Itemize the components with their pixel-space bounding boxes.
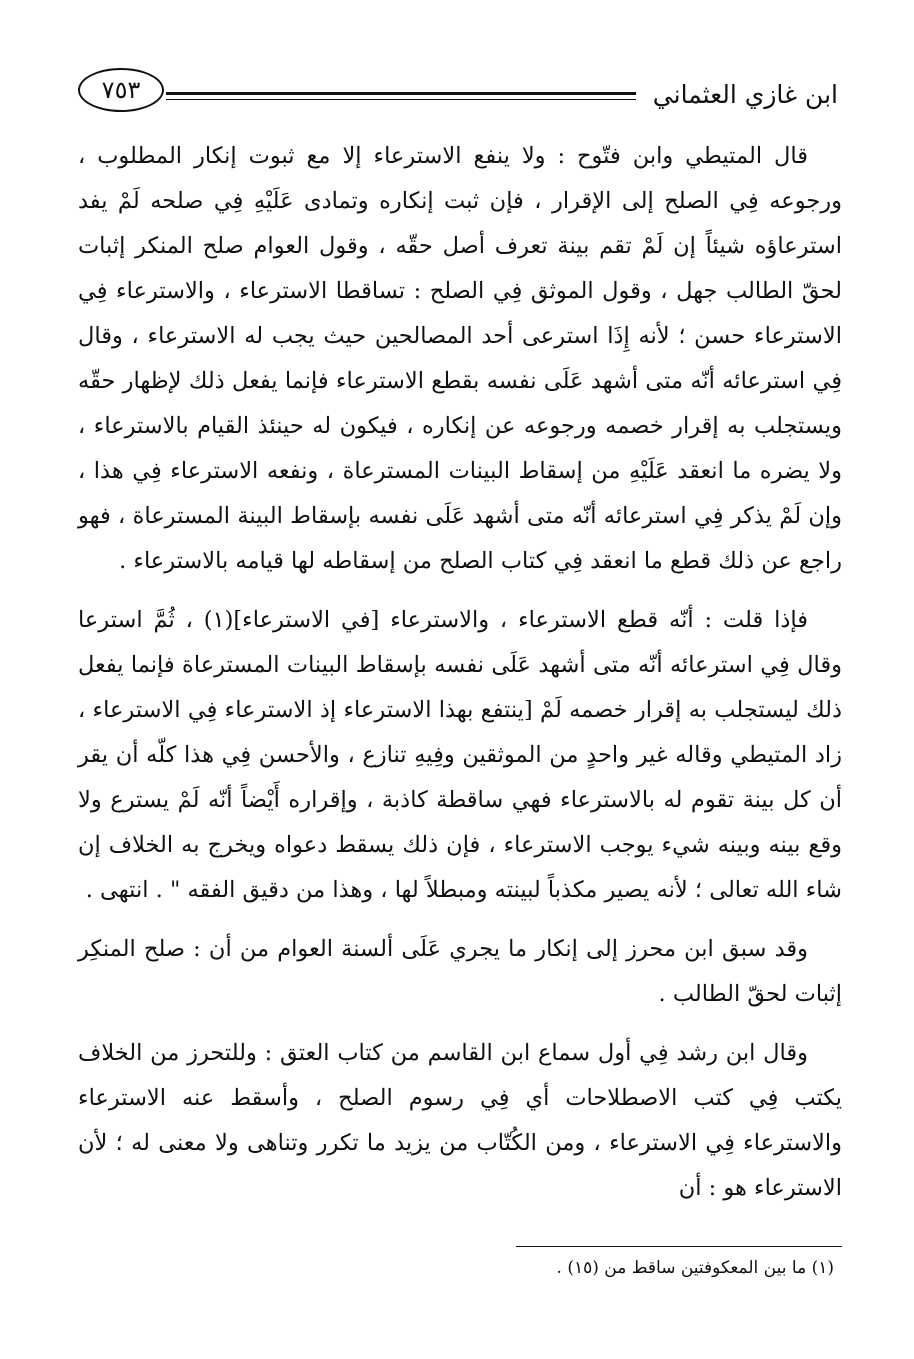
running-title: ابن غازي العثماني <box>652 80 838 109</box>
page-header <box>78 62 838 120</box>
paragraph: قال المتيطي وابن فتّوح : ولا ينفع الاسترعاء إلا مع ثبوت إنكار المطلوب ، ورجوعه فِي الصلح إلى الإقرار ، فإن ثبت إنكاره وتمادى عَلَيْهِ فِي صلحه لَمْ يفد استرعاؤه شيئاً إن لَمْ تقم بينة تعرف أصل حقّه ، وقول العوام صلح المنكر إثبات لحقّ الطالب جهل ، وقول الموثق فِي الصلح : تساقطا الاسترعاء ، والاسترعاء فِي الاسترعاء حسن ؛ لأنه إِذَا استرعى أحد المصالحين حيث يجب له الاسترعاء ، وقال فِي استرعائه أنّه متى أشهد عَلَى نفسه بقطع الاسترعاء فإنما يفعل ذلك لإظهار حقّه ويستجلب به إقرار خصمه ورجوعه عن إنكاره ، فيكون له حينئذ القيام بالاسترعاء ، ولا يضره ما انعقد عَلَيْهِ من إسقاط البينات المسترعاة ، ونفعه الاسترعاء فِي هذا ، وإن لَمْ يذكر فِي استرعائه أنّه متى أشهد عَلَى نفسه بإسقاط البينة المسترعاة ، فهو راجع عن ذلك قطع ما انعقد فِي كتاب الصلح من إسقاطه لها قيامه بالاسترعاء . <box>78 143 843 574</box>
footnote-divider <box>516 1246 842 1247</box>
page-number <box>78 68 164 112</box>
footnote: (١) ما بين المعكوفتين ساقط من (١٥) . <box>556 1258 834 1278</box>
header-rule-thin <box>166 99 636 100</box>
page-number-text: ٧٥٣ <box>101 76 141 104</box>
main-text <box>78 134 842 1211</box>
paragraph: وقد سبق ابن محرز إلى إنكار ما يجري عَلَى ألسنة العوام من أن : صلح المنكِر إثبات لحقّ الطالب . <box>78 936 842 1007</box>
paragraph: فإذا قلت : أنّه قطع الاسترعاء ، والاسترعاء [في الاسترعاء](١) ، ثُمَّ استرعا وقال فِي استرعائه أنّه متى أشهد عَلَى نفسه بإسقاط البينات المسترعاة فإنما يفعل ذلك ليستجلب به إقرار خصمه لَمْ [ينتفع بهذا الاسترعاء إذ الاسترعاء فِي الاسترعاء ، زاد المتيطي وقاله غير واحدٍ من الموثقين وفِيهِ تنازع ، والأحسن فِي هذا كلّه أن يقر أن كل بينة تقوم له بالاسترعاء فهي ساقطة كاذبة ، وإقراره أَيْضاً أنّه لَمْ يسترع ولا وقع بينه وبينه شيء يوجب الاسترعاء ، فإن ذلك يسقط دعواه ويخرج به الخلاف إن شاء الله تعالى ؛ لأنه يصير مكذباً لبينته ومبطلاً لها ، وهذا من دقيق الفقه " . انتهى . <box>78 607 842 903</box>
header-rule <box>166 92 636 95</box>
paragraph: وقال ابن رشد فِي أول سماع ابن القاسم من كتاب العتق : وللتحرز من الخلاف يكتب فِي كتب الاصطلاحات أي فِي رسوم الصلح ، وأسقط عنه الاسترعاء والاسترعاء فِي الاسترعاء ، ومن الكُتّاب من يزيد ما تكرر وتناهى ولا معنى له ؛ لأن الاسترعاء هو : أن <box>78 1040 842 1201</box>
